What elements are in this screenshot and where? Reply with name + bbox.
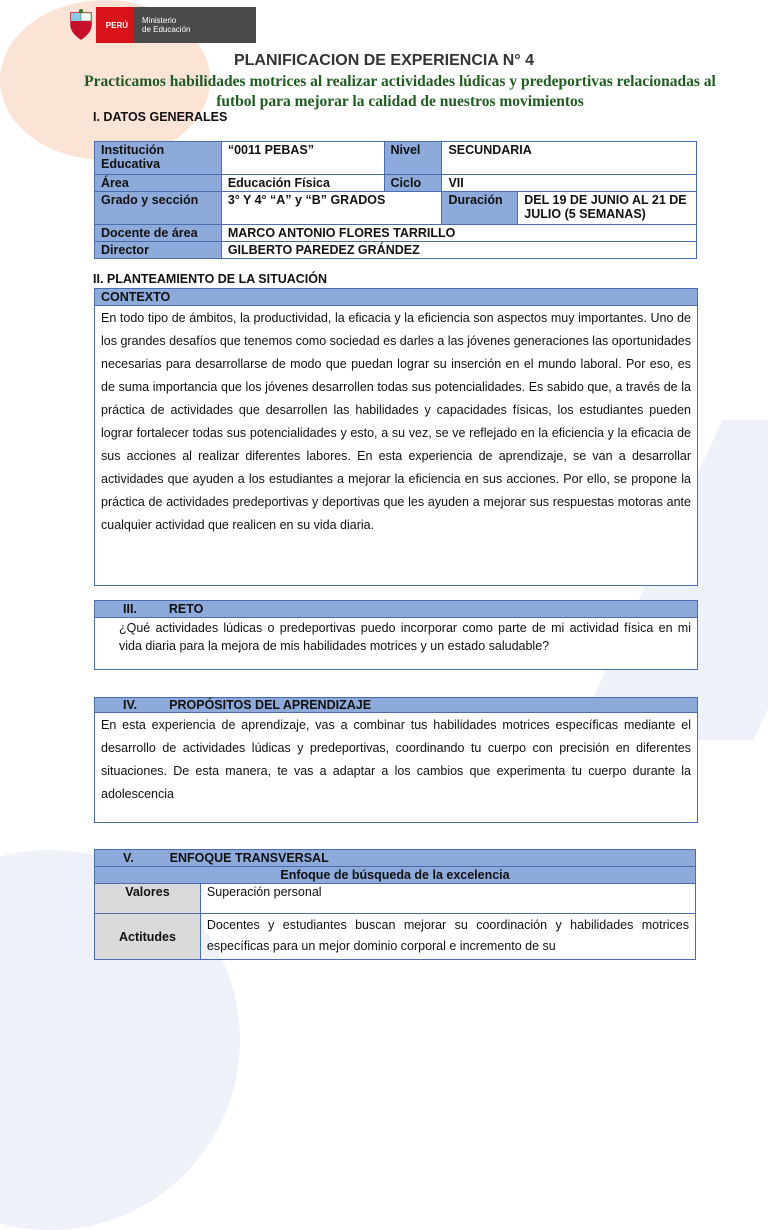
valores-label: Valores [95, 884, 201, 914]
director-value: GILBERTO PAREDEZ GRÁNDEZ [221, 242, 696, 259]
valores-value: Superación personal [200, 884, 695, 914]
enfoque-name: Enfoque de búsqueda de la excelencia [95, 867, 696, 884]
general-data-table [94, 141, 697, 259]
nivel-value: SECUNDARIA [442, 142, 697, 175]
area-value: Educación Física [221, 175, 384, 192]
ministry-label: Ministerio de Educación [134, 7, 256, 43]
reto-text: ¿Qué actividades lúdicas o predeportivas puedo incorporar como parte de mi actividad física en mi vida diaria para la mejora de mis habilidades motrices y un estado saludable? [119, 621, 691, 653]
ministry-logo [66, 7, 256, 43]
page-subtitle: Practicamos habilidades motrices al realizar actividades lúdicas y predeportivas relacionadas al futbol para mejorar la calidad de nuestros movimientos [84, 73, 716, 110]
contexto-box [94, 288, 698, 586]
propositos-box [94, 697, 698, 823]
actitudes-value: Docentes y estudiantes buscan mejorar su coordinación y habilidades motrices específicas para un mejor dominio corporal e incremento de su [200, 914, 695, 960]
contexto-header: CONTEXTO [95, 289, 697, 306]
reto-header: III. RETO [95, 601, 697, 618]
propositos-text: En esta experiencia de aprendizaje, vas a combinar tus habilidades motrices específicas mediante el desarrollo de actividades lúdicas y predeportivas, coordinando tu cuerpo con precisión en diferentes situaciones. De esta manera, te vas a adaptar a los cambios que experimenta tu cuerpo durante la adolescencia [101, 718, 691, 801]
area-label: Área [95, 175, 222, 192]
ciclo-label: Ciclo [384, 175, 442, 192]
section-1-title: I. DATOS GENERALES [93, 110, 228, 124]
ciclo-value: VII [442, 175, 697, 192]
institucion-value: “0011 PEBAS” [221, 142, 384, 175]
enfoque-table [94, 849, 696, 960]
propositos-header: IV. PROPÓSITOS DEL APRENDIZAJE [95, 698, 697, 713]
peru-label: PERÚ [96, 7, 134, 43]
coat-of-arms-icon [66, 7, 96, 43]
section-2-title: II. PLANTEAMIENTO DE LA SITUACIÓN [93, 272, 328, 286]
duracion-value: DEL 19 DE JUNIO AL 21 DE JULIO (5 SEMANAS) [518, 192, 697, 225]
grado-label: Grado y sección [95, 192, 222, 225]
docente-label: Docente de área [95, 225, 222, 242]
director-label: Director [95, 242, 222, 259]
institucion-label: Institución Educativa [95, 142, 222, 175]
reto-box [94, 600, 698, 670]
page-title: PLANIFICACION DE EXPERIENCIA N° 4 [233, 52, 535, 69]
nivel-label: Nivel [384, 142, 442, 175]
grado-value: 3° Y 4° “A” y “B” GRADOS [221, 192, 442, 225]
enfoque-header: V. ENFOQUE TRANSVERSAL [95, 850, 696, 867]
actitudes-label: Actitudes [95, 914, 201, 960]
contexto-text: En todo tipo de ámbitos, la productividad, la eficacia y la eficiencia son aspectos muy importantes. Uno de los grandes desafíos que tenemos como sociedad es darles a las jóvenes generaciones las oportunidades necesarias para desarrollarse de modo que puedan lograr su inserción en el mundo laboral. Por eso, es de suma importancia que los jóvenes desarrollen todas sus potencialidades. Es sabido que, a través de la práctica de actividades que desarrollen las habilidades y capacidades físicas, los estudiantes pueden lograr fortalecer todas sus potencialidades y esto, a su vez, se ve reflejado en la eficiencia y la eficacia de sus acciones al realizar diferentes labores. En esta experiencia de aprendizaje, se van a desarrollar actividades que ayuden a los estudiantes a mejorar la eficiencia en sus acciones. Por ello, se propone la práctica de actividades predeportivas y deportivas que les ayuden a mejorar sus respuestas motoras ante cualquier actividad que realicen en su vida diaria. [101, 311, 691, 532]
duracion-label: Duración [442, 192, 518, 225]
docente-value: MARCO ANTONIO FLORES TARRILLO [221, 225, 696, 242]
